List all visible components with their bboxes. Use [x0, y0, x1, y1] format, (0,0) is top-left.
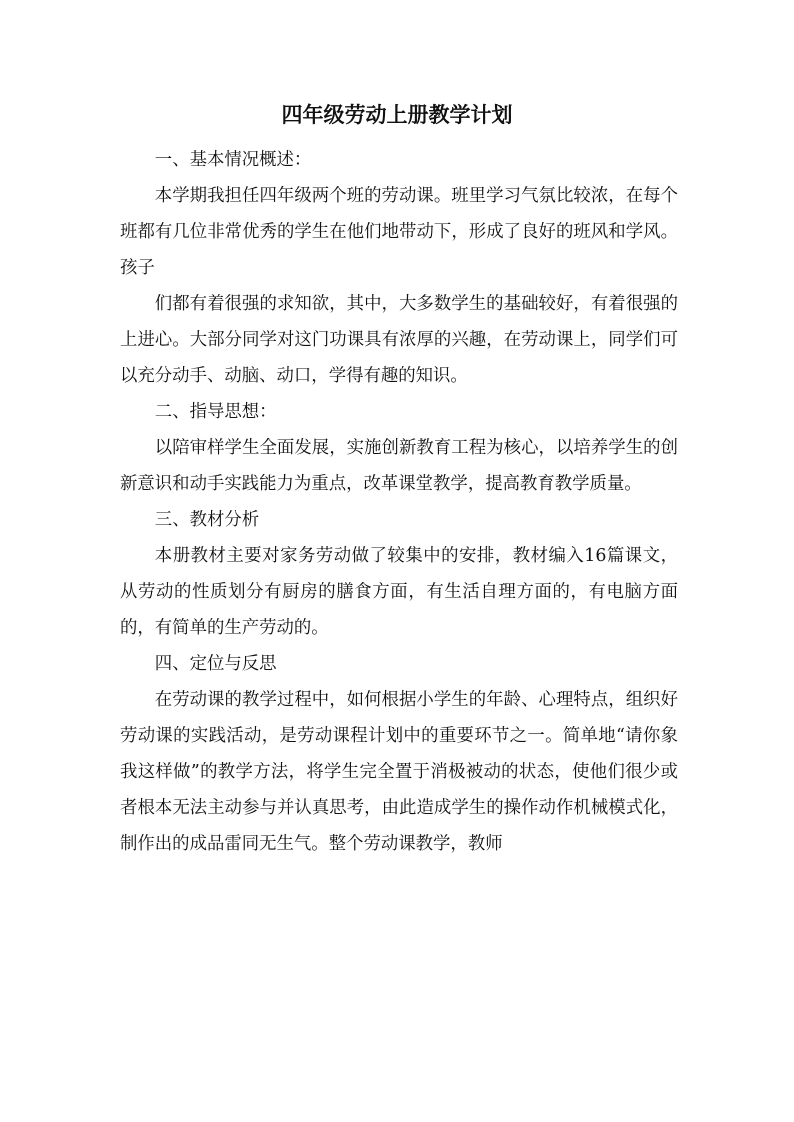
paragraph-class-overview: 本学期我担任四年级两个班的劳动课。班里学习气氛比较浓，在每个班都有几位非常优秀的学生在他们地带动下，形成了良好的班风和学风。孩子	[120, 186, 678, 278]
paragraph-student-motivation: 们都有着很强的求知欲，其中，大多数学生的基础较好，有着很强的上进心。大部分同学对这门功课具有浓厚的兴趣，在劳动课上，同学们可以充分动手、动脑、动口，学得有趣的知识。	[120, 294, 678, 386]
paragraph-positioning-reflection: 在劳动课的教学过程中，如何根据小学生的年龄、心理特点，组织好劳动课的实践活动，是劳动课程计划中的重要环节之一。简单地“请你象我这样做”的教学方法，将学生完全置于消极被动的状态，使他们很少或者根本无法主动参与并认真思考，由此造成学生的操作动作机械模式化，制作出的成品雷同无生气。整个劳动课教学，教师	[120, 690, 678, 854]
section-heading-positioning-reflection: 四、定位与反思	[154, 654, 277, 674]
section-heading-guiding-ideology: 二、指导思想：	[154, 402, 277, 422]
section-heading-textbook-analysis: 三、教材分析	[154, 510, 260, 530]
document-title: 四年级劳动上册教学计划	[281, 102, 513, 127]
document-body	[120, 142, 678, 862]
section-heading-basic-situation: 一、基本情况概述：	[154, 150, 312, 170]
paragraph-guiding-ideology: 以陪审样学生全面发展，实施创新教育工程为核心，以培养学生的创新意识和动手实践能力为重点，改革课堂教学，提高教育教学质量。	[120, 438, 678, 494]
paragraph-textbook-analysis: 本册教材主要对家务劳动做了较集中的安排，教材编入16篇课文，从劳动的性质划分有厨房的膳食方面，有生活自理方面的，有电脑方面的，有简单的生产劳动的。	[120, 546, 678, 638]
